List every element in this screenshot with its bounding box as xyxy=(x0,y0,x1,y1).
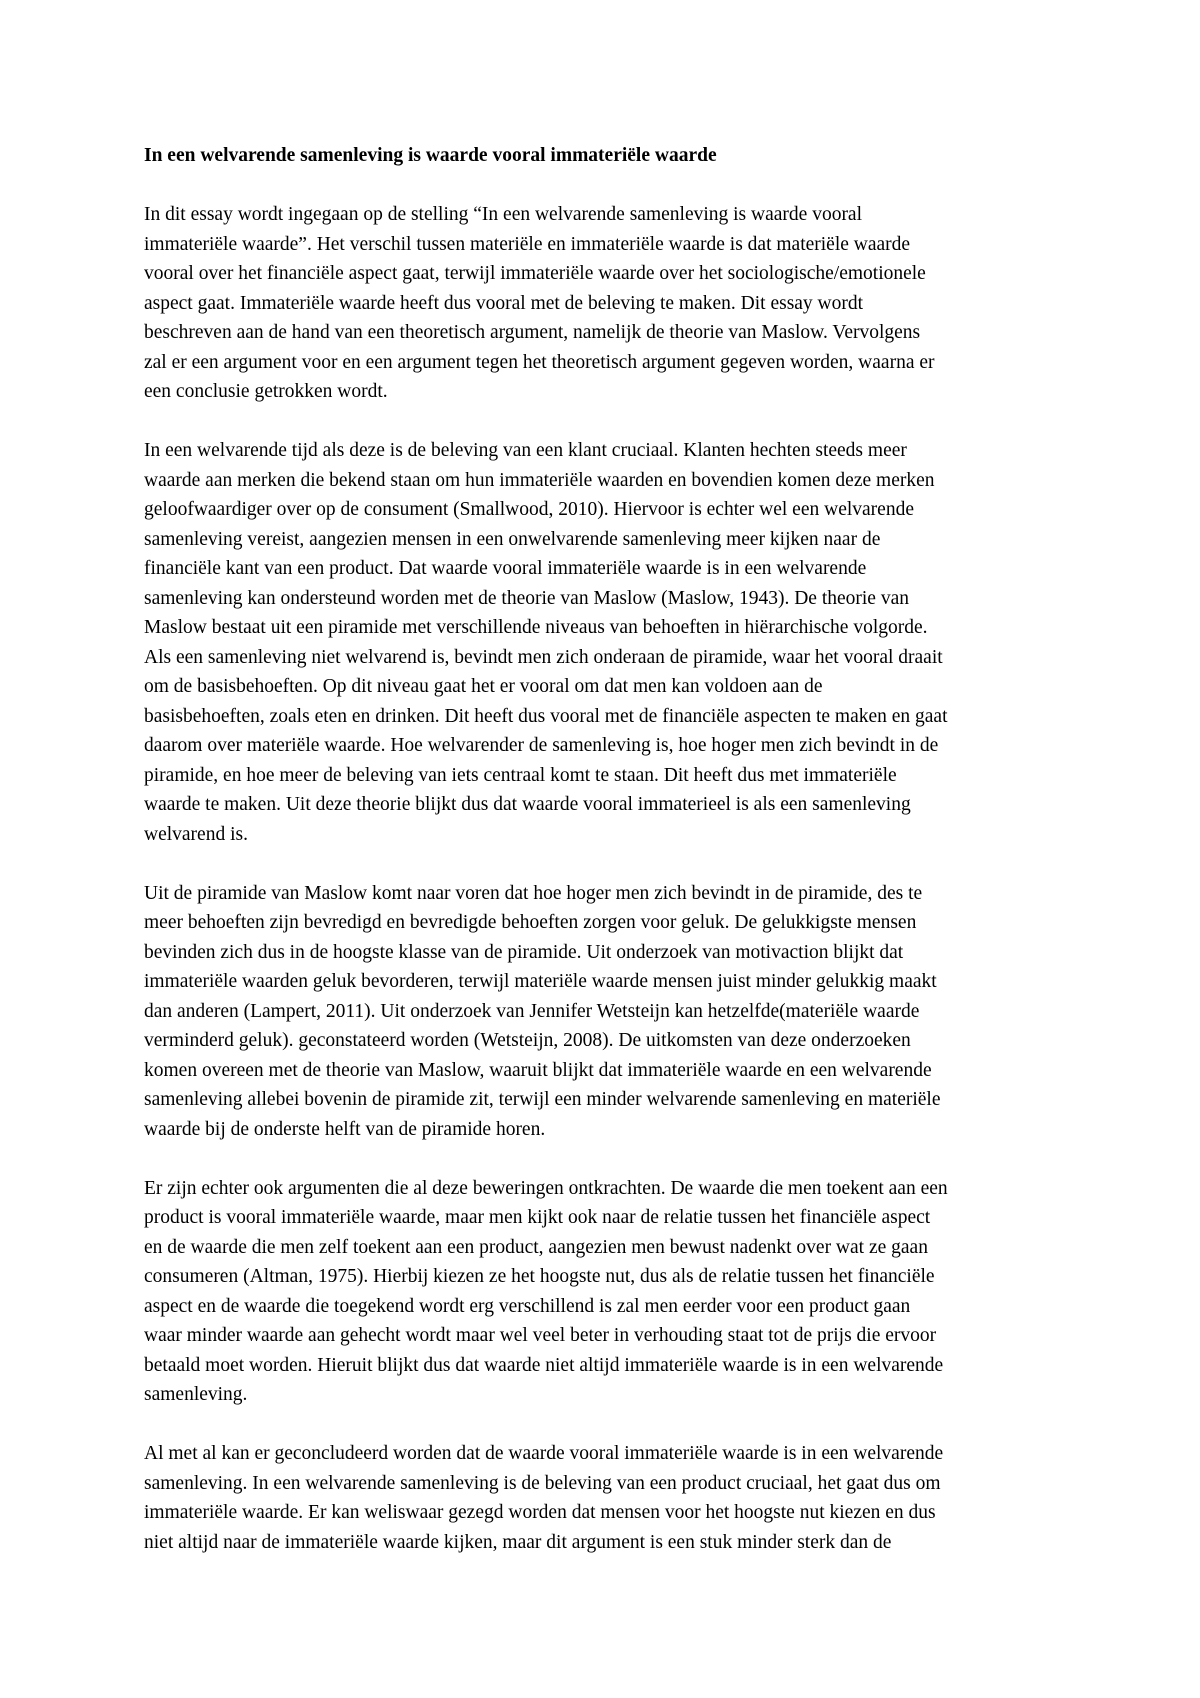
paragraph-line: basisbehoeften, zoals eten en drinken. Dit heeft dus vooral met de financiële aspecten te maken en gaat xyxy=(144,705,948,727)
paragraph-line: waarde bij de onderste helft van de piramide horen. xyxy=(144,1118,546,1140)
paragraph-line: zal er een argument voor en een argument tegen het theoretisch argument gegeven worden, waarna er xyxy=(144,351,935,373)
essay-paragraph xyxy=(144,1174,1074,1410)
paragraph-line: Al met al kan er geconcludeerd worden dat de waarde vooral immateriële waarde is in een welvarende xyxy=(144,1443,944,1464)
paragraph-line: In dit essay wordt ingegaan op de stelling “In een welvarende samenleving is waarde vooral xyxy=(144,204,863,225)
paragraph-line: product is vooral immateriële waarde, maar men kijkt ook naar de relatie tussen het financiële aspect xyxy=(144,1207,931,1228)
paragraph-line: een conclusie getrokken wordt. xyxy=(144,381,388,402)
essay-paragraph xyxy=(144,436,1074,849)
paragraph-line: niet altijd naar de immateriële waarde kijken, maar dit argument is een stuk minder sterk dan de xyxy=(144,1531,892,1553)
paragraph-line: samenleving allebei bovenin de piramide zit, terwijl een minder welvarende samenleving en materiële xyxy=(144,1089,941,1110)
paragraph-line: welvarend is. xyxy=(144,823,248,845)
paragraph-line: waar minder waarde aan gehecht wordt maar wel veel beter in verhouding staat tot de prijs die ervoor xyxy=(144,1325,937,1346)
paragraph-line: verminderd geluk). geconstateerd worden (Wetsteijn, 2008). De uitkomsten van deze onderzoeken xyxy=(144,1030,911,1051)
paragraph-line: piramide, en hoe meer de beleving van iets centraal komt te staan. Dit heeft dus met immateriële xyxy=(144,764,897,786)
essay-paragraph xyxy=(144,879,1074,1145)
paragraph-line: In een welvarende tijd als deze is de beleving van een klant cruciaal. Klanten hechten steeds meer xyxy=(144,440,907,461)
paragraph-line: Maslow bestaat uit een piramide met verschillende niveaus van behoeften in hiërarchische volgorde. xyxy=(144,617,928,638)
paragraph-line: om de basisbehoeften. Op dit niveau gaat het er vooral om dat men kan voldoen aan de xyxy=(144,676,823,697)
paragraph-line: samenleving kan ondersteund worden met de theorie van Maslow (Maslow, 1943). De theorie van xyxy=(144,587,909,609)
paragraph-line: dan anderen (Lampert, 2011). Uit onderzoek van Jennifer Wetsteijn kan hetzelfde(materiële waarde xyxy=(144,1000,920,1022)
essay-paragraphs xyxy=(144,200,1074,1557)
paragraph-line: immateriële waarde. Er kan weliswaar gezegd worden dat mensen voor het hoogste nut kiezen en dus xyxy=(144,1502,936,1523)
paragraph-line: betaald moet worden. Hieruit blijkt dus dat waarde niet altijd immateriële waarde is in een welvarende xyxy=(144,1354,944,1376)
paragraph-line: geloofwaardiger over op de consument (Smallwood, 2010). Hiervoor is echter wel een welvarende xyxy=(144,499,914,520)
paragraph-line: bevinden zich dus in de hoogste klasse van de piramide. Uit onderzoek van motivaction blijkt dat xyxy=(144,941,904,963)
paragraph-line: consumeren (Altman, 1975). Hierbij kiezen ze het hoogste nut, dus als de relatie tussen het financiële xyxy=(144,1266,935,1287)
paragraph-line: daarom over materiële waarde. Hoe welvarender de samenleving is, hoe hoger men zich bevindt in de xyxy=(144,735,939,756)
paragraph-line: Als een samenleving niet welvarend is, bevindt men zich onderaan de piramide, waar het vooral draait xyxy=(144,646,943,668)
paragraph-line: komen overeen met de theorie van Maslow, waaruit blijkt dat immateriële waarde en een welvarende xyxy=(144,1059,932,1081)
paragraph-line: samenleving. In een welvarende samenleving is de beleving van een product cruciaal, het gaat dus om xyxy=(144,1472,941,1494)
essay-paragraph xyxy=(144,1439,1074,1557)
paragraph-line: samenleving vereist, aangezien mensen in een onwelvarende samenleving meer kijken naar de xyxy=(144,528,881,550)
paragraph-line: immateriële waarde”. Het verschil tussen materiële en immateriële waarde is dat materiële waarde xyxy=(144,233,911,255)
paragraph-line: immateriële waarden geluk bevorderen, terwijl materiële waarde mensen juist minder gelukkig maakt xyxy=(144,971,937,992)
paragraph-line: Uit de piramide van Maslow komt naar voren dat hoe hoger men zich bevindt in de piramide, des te xyxy=(144,882,923,904)
paragraph-line: waarde te maken. Uit deze theorie blijkt dus dat waarde vooral immaterieel is als een samenleving xyxy=(144,794,911,815)
paragraph-line: Er zijn echter ook argumenten die al deze beweringen ontkrachten. De waarde die men toekent aan een xyxy=(144,1177,948,1199)
paragraph-line: aspect gaat. Immateriële waarde heeft dus vooral met de beleving te maken. Dit essay wordt xyxy=(144,292,864,314)
paragraph-line: financiële kant van een product. Dat waarde vooral immateriële waarde is in een welvarende xyxy=(144,558,867,579)
paragraph-line: samenleving. xyxy=(144,1384,248,1405)
paragraph-line: aspect en de waarde die toegekend wordt erg verschillend is zal men eerder voor een product gaan xyxy=(144,1295,911,1317)
paragraph-line: beschreven aan de hand van een theoretisch argument, namelijk de theorie van Maslow. Vervolgens xyxy=(144,322,921,343)
essay-paragraph xyxy=(144,200,1074,407)
paragraph-line: vooral over het financiële aspect gaat, terwijl immateriële waarde over het sociologische/emotionele xyxy=(144,263,926,284)
paragraph-line: en de waarde die men zelf toekent aan een product, aangezien men bewust nadenkt over wat ze gaan xyxy=(144,1236,928,1258)
essay-title: In een welvarende samenleving is waarde vooral immateriële waarde xyxy=(144,145,717,166)
document-body xyxy=(144,141,1074,1587)
paragraph-line: meer behoeften zijn bevredigd en bevredigde behoeften zorgen voor geluk. De gelukkigste mensen xyxy=(144,912,917,933)
paragraph-line: waarde aan merken die bekend staan om hun immateriële waarden en bovendien komen deze merken xyxy=(144,469,935,491)
